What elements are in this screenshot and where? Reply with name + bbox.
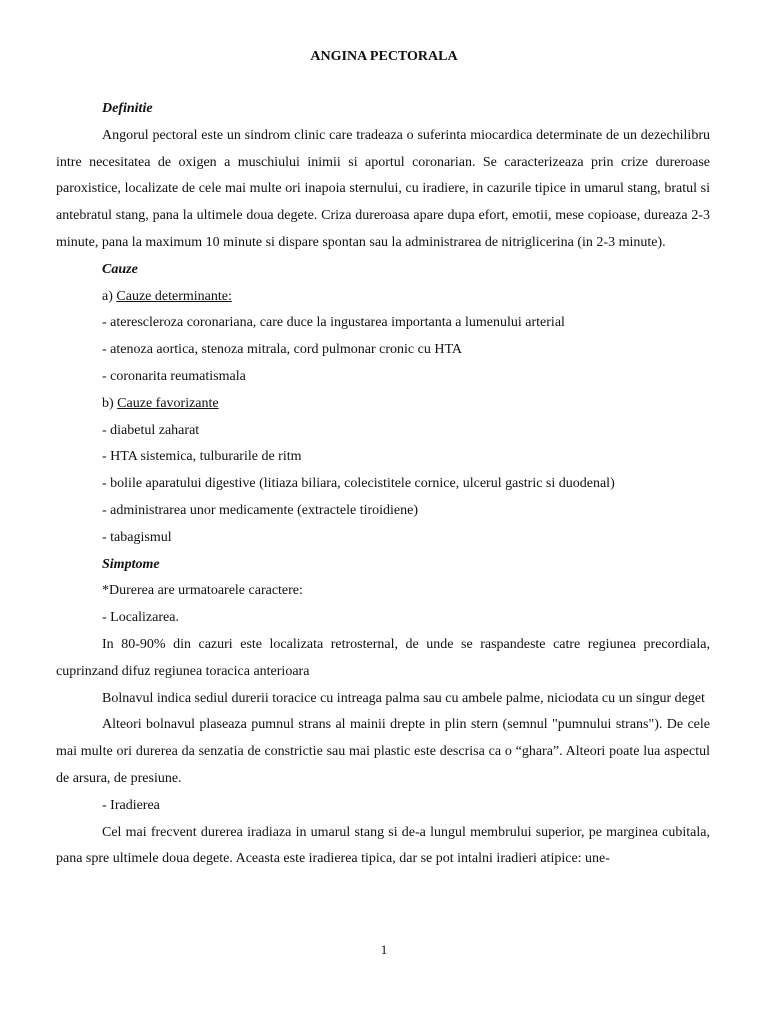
section-heading-definitie: Definitie [102, 101, 153, 116]
simptome-localizare-label: - Localizarea. [102, 610, 179, 626]
cauze-determinante-prefix: a) [102, 288, 117, 304]
simptome-paragraph: Bolnavul indica sediul durerii toracice cu intreaga palma sau cu ambele palme, niciodata cu un singur deget [102, 690, 705, 706]
definitie-paragraph: Angorul pectoral este un sindrom clinic care tradeaza o suferinta miocardica determinate de un dezechilibru intre necesitatea de oxigen a muschiului inimii si aportul coronarian. Se caracterizeaza prin crize dureroase paroxistice, localizate de cele mai multe ori inapoia sternului, cu iradiere, in cazurile tipice in umarul stang, bratul si antebratul stang, pana la ultimele doua degete. Criza dureroasa apare dupa efort, emotii, mese copioase, dureaza 2-3 minute, pana la maximum 10 minute si dispare spontan sau la administrarea de nitriglicerina (in 2-3 minute). [56, 127, 710, 250]
section-heading-simptome: Simptome [102, 556, 160, 572]
cauze-list-item: - HTA sistemica, tulburarile de ritm [102, 449, 302, 465]
cauze-list-item: - aterescleroza coronariana, care duce la ingustarea importanta a lumenului arterial [102, 315, 565, 331]
document-body [56, 96, 710, 873]
cauze-favorizante-prefix: b) [102, 395, 118, 411]
document-title: ANGINA PECTORALA [310, 49, 458, 64]
cauze-determinante-subheading [56, 284, 710, 311]
cauze-determinante-label: Cauze determinante: [116, 288, 232, 304]
cauze-list-item: - diabetul zaharat [102, 422, 200, 438]
cauze-favorizante-label: Cauze favorizante [117, 395, 219, 411]
simptome-paragraph: In 80-90% din cazuri este localizata retrosternal, de unde se raspandeste catre regiunea precordiala, cuprinzand difuz regiunea toracica anterioara [56, 636, 710, 679]
simptome-paragraph: Alteori bolnavul plaseaza pumnul strans al mainii drepte in plin stern (semnul "pumnului strans"). De cele mai multe ori durerea da senzatia de constrictie sau mai plastic este descrisa ca o “ghara”. Alteori poate lua aspectul de arsura, de presiune. [56, 717, 710, 786]
cauze-list-item: - atenoza aortica, stenoza mitrala, cord pulmonar cronic cu HTA [102, 342, 462, 358]
simptome-paragraph: Cel mai frecvent durerea iradiaza in umarul stang si de-a lungul membrului superior, pe marginea cubitala, pana spre ultimele doua degete. Aceasta este iradierea tipica, dar se pot intalni iradieri atipice: une- [56, 824, 710, 867]
section-heading-cauze: Cauze [102, 261, 138, 277]
simptome-intro: *Durerea are urmatoarele caractere: [102, 583, 303, 599]
cauze-list-item: - coronarita reumatismala [102, 368, 246, 384]
simptome-iradiere-label: - Iradierea [102, 797, 160, 813]
cauze-list-item: - administrarea unor medicamente (extractele tiroidiene) [102, 502, 419, 518]
cauze-list-item: - bolile aparatului digestive (litiaza biliara, colecistitele cornice, ulcerul gastric si duodenal) [102, 476, 615, 492]
cauze-favorizante-subheading [56, 391, 710, 418]
cauze-list-item: - tabagismul [102, 529, 172, 545]
page-number: 1 [380, 942, 388, 957]
